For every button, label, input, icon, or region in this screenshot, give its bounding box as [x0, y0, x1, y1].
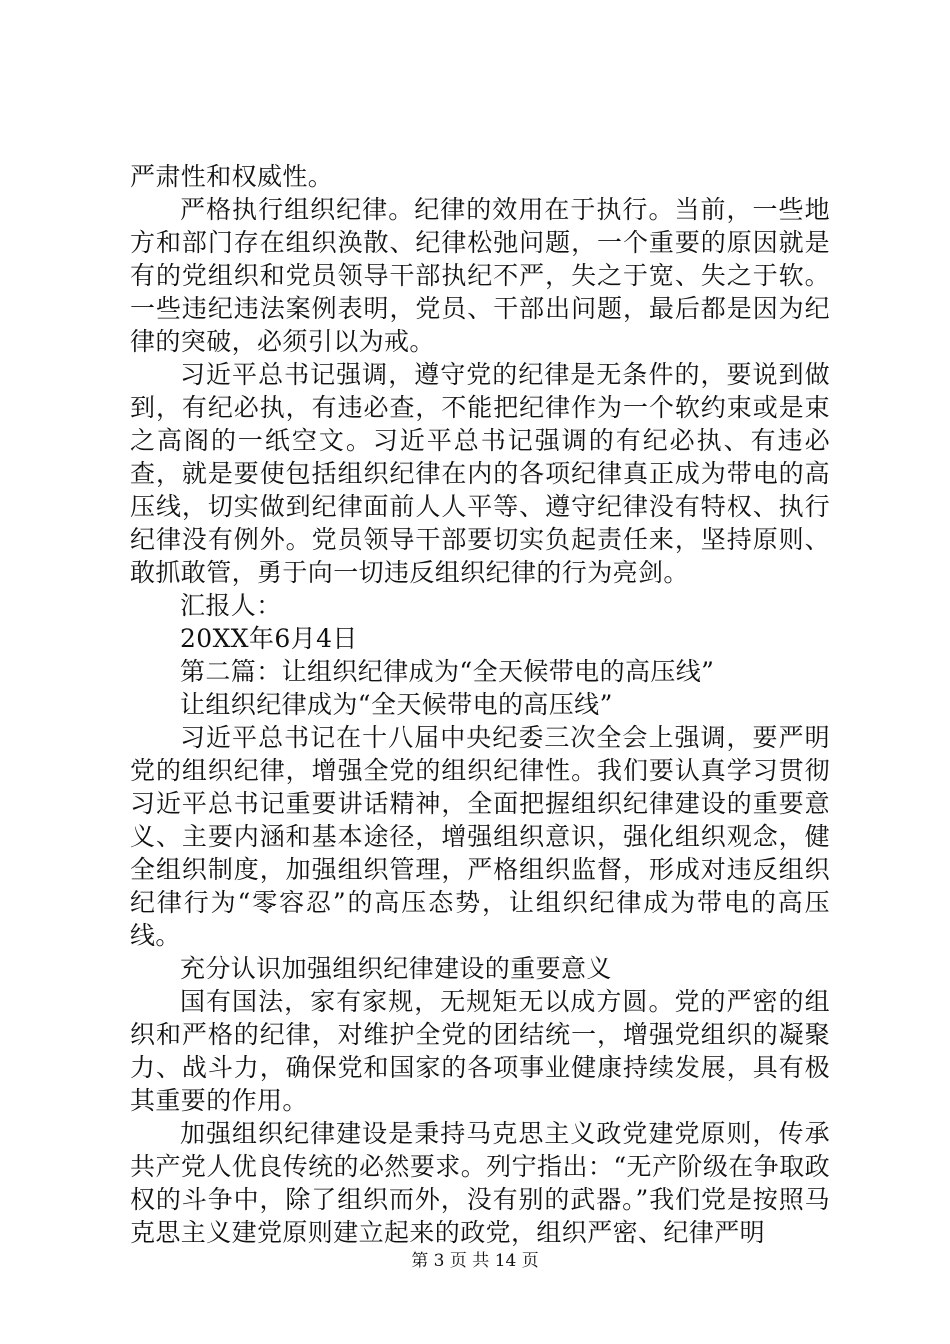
paragraph-plenary-session: 习近平总书记在十八届中央纪委三次全会上强调，要严明党的组织纪律，增强全党的组织纪律性。我们要认真学习贯彻习近平总书记重要讲话精神，全面把握组织纪律建设的重要意义、主要内涵和基本途径，增强组织意识，强化组织观念，健全组织制度，加强组织管理，严格组织监督，形成对违反组织纪律行为“零容忍”的高压态势，让组织纪律成为带电的高压线。 [130, 723, 830, 950]
section-heading: 第二篇：让组织纪律成为“全天候带电的高压线” [180, 657, 715, 686]
paragraph-xi-emphasis: 习近平总书记强调，遵守党的纪律是无条件的，要说到做到，有纪必执，有违必查，不能把纪律作为一个软约束或是束之高阁的一纸空文。习近平总书记强调的有纪必执、有违必查，就是要使包括组织纪律在内的各项纪律真正成为带电的高压线，切实做到纪律面前人人平等、遵守纪律没有特权、执行纪律没有例外。党员领导干部要切实负起责任来，坚持原则、敢抓敢管，勇于向一切违反组织纪律的行为亮剑。 [130, 360, 830, 587]
page-number-footer: 第 3 页 共 14 页 [411, 1251, 539, 1271]
subheading-importance: 充分认识加强组织纪律建设的重要意义 [180, 954, 612, 983]
paragraph-continuation: 严肃性和权威性。 [130, 162, 334, 191]
report-date: 20XX年6月4日 [180, 624, 358, 653]
paragraph-lenin-quote: 加强组织纪律建设是秉持马克思主义政党建党原则，传承共产党人优良传统的必然要求。列宁指出：“无产阶级在争取政权的斗争中，除了组织而外，没有别的武器。”我们党是按照马克思主义建党原则建立起来的政党，组织严密、纪律严明 [130, 1119, 830, 1247]
article-title: 让组织纪律成为“全天候带电的高压线” [180, 690, 613, 719]
paragraph-enforce-discipline: 严格执行组织纪律。纪律的效用在于执行。当前，一些地方和部门存在组织涣散、纪律松弛问题，一个重要的原因就是有的党组织和党员领导干部执纪不严，失之于宽、失之于软。一些违纪违法案例表明，党员、干部出问题，最后都是因为纪律的突破，必须引以为戒。 [130, 195, 830, 356]
reporter-label: 汇报人： [180, 591, 282, 620]
paragraph-rules: 国有国法，家有家规，无规矩无以成方圆。党的严密的组织和严格的纪律，对维护全党的团结统一，增强党组织的凝聚力、战斗力，确保党和国家的各项事业健康持续发展，具有极其重要的作用。 [130, 987, 830, 1115]
document-body [130, 160, 830, 1249]
